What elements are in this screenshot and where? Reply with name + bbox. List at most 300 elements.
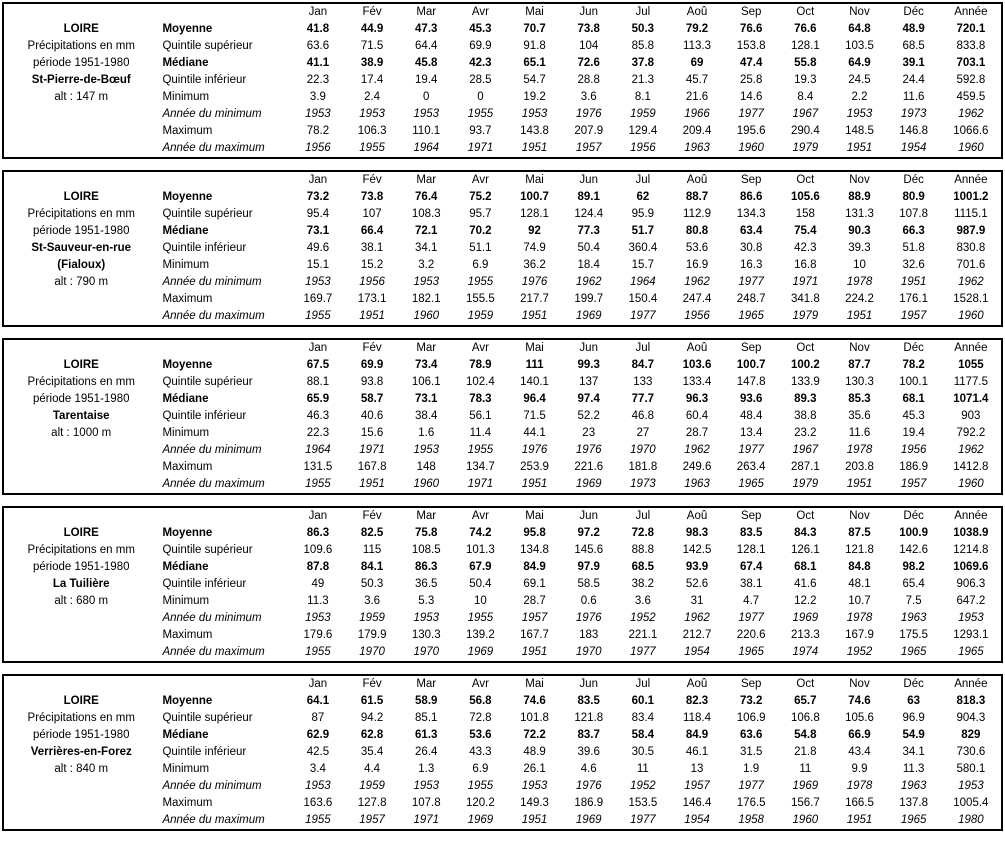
value-cell: 25.8	[739, 74, 763, 86]
value-cell: 142.5	[682, 544, 712, 556]
value-cell: 129.4	[628, 125, 658, 137]
value-cell: 64.4	[415, 40, 438, 52]
row-label: Moyenne	[162, 23, 213, 35]
value-cell: 84.1	[360, 561, 384, 573]
value-cell: 176.5	[736, 797, 766, 809]
row-label: Année du minimum	[162, 276, 262, 288]
value-cell: 1953	[305, 612, 331, 624]
value-cell: 8.4	[797, 91, 814, 103]
value-cell: 26.1	[523, 763, 546, 775]
value-cell: 0	[423, 91, 430, 103]
column-header: Mai	[525, 342, 544, 354]
value-cell: 75.8	[415, 527, 438, 539]
value-cell: 41.8	[306, 23, 330, 35]
value-cell: 65.1	[523, 57, 546, 69]
value-cell: 86.3	[306, 527, 330, 539]
value-cell: 73.4	[415, 359, 438, 371]
value-cell: 124.4	[574, 208, 604, 220]
value-cell: 1956	[630, 142, 656, 154]
value-cell: 1953	[521, 108, 548, 120]
value-cell: 1952	[630, 780, 656, 792]
table-row	[3, 525, 1002, 542]
value-cell: 53.6	[685, 242, 709, 254]
value-cell: 64.1	[306, 695, 330, 707]
column-header: Déc	[903, 6, 924, 18]
row-label: Année du minimum	[162, 108, 262, 120]
value-cell: 3.6	[580, 91, 597, 103]
spacer-cell	[158, 171, 290, 189]
value-cell: 35.4	[360, 746, 384, 758]
region-label: LOIRE	[63, 695, 99, 707]
value-cell: 1969	[792, 612, 819, 624]
column-header: Jul	[635, 510, 651, 522]
value-cell: 1963	[684, 142, 710, 154]
value-cell: 71.5	[523, 410, 546, 422]
value-cell: 30.8	[739, 242, 763, 254]
value-cell: 146.8	[899, 125, 929, 137]
column-header: Mar	[416, 6, 437, 18]
value-cell: 24.4	[902, 74, 925, 86]
value-cell: 93.9	[685, 561, 709, 573]
value-cell: 1977	[738, 612, 764, 624]
station-name: St-Pierre-de-Bœuf	[31, 74, 131, 86]
value-cell: 1962	[958, 108, 984, 120]
value-cell: 58.4	[631, 729, 655, 741]
value-cell: 104	[579, 40, 599, 52]
value-cell: 1977	[738, 444, 764, 456]
value-cell: 99.3	[577, 359, 600, 371]
value-cell: 1960	[958, 142, 984, 154]
column-header: Jul	[635, 342, 651, 354]
value-cell: 121.8	[574, 712, 604, 724]
value-cell: 88.8	[631, 544, 655, 556]
row-label: Quintile supérieur	[162, 40, 253, 52]
value-cell: 65.7	[794, 695, 817, 707]
value-cell: 67.9	[469, 561, 492, 573]
value-cell: 15.7	[631, 259, 655, 271]
value-cell: 84.3	[794, 527, 817, 539]
value-cell: 155.5	[466, 293, 495, 305]
value-cell: 1528.1	[953, 293, 989, 305]
value-cell: 82.5	[360, 527, 384, 539]
value-cell: 1978	[846, 612, 873, 624]
value-cell: 1964	[413, 142, 440, 154]
value-cell: 199.7	[574, 293, 604, 305]
value-cell: 1959	[467, 310, 494, 322]
value-cell: 3.2	[418, 259, 435, 271]
value-cell: 1115.1	[954, 208, 988, 220]
value-cell: 72.8	[469, 712, 492, 724]
column-header: Aoû	[686, 678, 708, 690]
value-cell: 1965	[958, 646, 984, 658]
value-cell: 105.6	[790, 191, 820, 203]
value-cell: 903	[961, 410, 981, 422]
value-cell: 1963	[900, 612, 927, 624]
value-cell: 14.6	[739, 91, 763, 103]
value-cell: 83.5	[577, 695, 600, 707]
value-cell: 904.3	[956, 712, 986, 724]
value-cell: 68.5	[902, 40, 925, 52]
value-cell: 1955	[467, 444, 494, 456]
column-header: Année	[954, 342, 988, 354]
value-cell: 1953	[413, 444, 440, 456]
spacer-cell	[3, 610, 158, 627]
value-cell: 108.5	[411, 544, 441, 556]
value-cell: 149.3	[520, 797, 549, 809]
value-cell: 73.8	[360, 191, 384, 203]
value-cell: 1951	[521, 310, 548, 322]
value-cell: 1951	[521, 478, 548, 490]
value-cell: 66.9	[848, 729, 871, 741]
column-header: Année	[954, 174, 988, 186]
value-cell: 217.7	[520, 293, 549, 305]
value-cell: 3.9	[309, 91, 326, 103]
spacer-cell	[158, 339, 290, 357]
value-cell: 703.1	[956, 57, 986, 69]
column-header: Fév	[362, 174, 382, 186]
value-cell: 156.7	[790, 797, 820, 809]
column-header: Sep	[740, 510, 762, 522]
value-cell: 1976	[575, 444, 602, 456]
value-cell: 1980	[958, 814, 984, 826]
value-cell: 77.7	[631, 393, 655, 405]
value-cell: 46.3	[306, 410, 330, 422]
table-row	[3, 391, 1002, 408]
value-cell: 85.1	[415, 712, 438, 724]
value-cell: 131.3	[845, 208, 874, 220]
value-cell: 27	[636, 427, 650, 439]
row-label: Minimum	[162, 91, 210, 103]
value-cell: 48.1	[848, 578, 871, 590]
value-cell: 1970	[413, 646, 440, 658]
value-cell: 1962	[684, 444, 710, 456]
value-cell: 47.4	[739, 57, 763, 69]
value-cell: 38.4	[415, 410, 438, 422]
value-cell: 83.5	[739, 527, 763, 539]
value-cell: 1955	[467, 108, 494, 120]
value-cell: 730.6	[956, 746, 986, 758]
column-header-row	[3, 675, 1002, 693]
altitude-label: alt : 840 m	[54, 763, 109, 775]
column-header: Jan	[308, 342, 328, 354]
value-cell: 1967	[792, 444, 819, 456]
value-cell: 2.2	[851, 91, 868, 103]
column-header: Jul	[635, 174, 651, 186]
value-cell: 16.9	[685, 259, 709, 271]
value-cell: 13	[690, 763, 704, 775]
value-cell: 87.5	[848, 527, 871, 539]
spacer-cell	[3, 140, 158, 158]
value-cell: 1965	[900, 814, 927, 826]
value-cell: 133	[633, 376, 653, 388]
value-cell: 11	[636, 763, 649, 775]
value-cell: 84.9	[685, 729, 709, 741]
description-label: Précipitations en mm	[27, 208, 135, 220]
value-cell: 72.8	[631, 527, 655, 539]
column-header: Mar	[416, 678, 437, 690]
table-row	[3, 644, 1002, 662]
value-cell: 6.9	[472, 259, 489, 271]
value-cell: 6.9	[472, 763, 489, 775]
table-row	[3, 257, 1002, 274]
period-label: période 1951-1980	[32, 393, 130, 405]
row-label: Médiane	[162, 561, 209, 573]
value-cell: 1005.4	[953, 797, 989, 809]
value-cell: 18.4	[577, 259, 600, 271]
value-cell: 1957	[900, 310, 927, 322]
row-label: Minimum	[162, 259, 210, 271]
value-cell: 1959	[630, 108, 656, 120]
value-cell: 182.1	[411, 293, 441, 305]
value-cell: 360.4	[628, 242, 658, 254]
spacer-cell	[3, 507, 158, 525]
row-label: Maximum	[162, 461, 213, 473]
value-cell: 1951	[521, 814, 548, 826]
value-cell: 44.1	[523, 427, 546, 439]
value-cell: 87.7	[848, 359, 871, 371]
value-cell: 11.6	[902, 91, 925, 103]
value-cell: 1953	[413, 276, 440, 288]
table-row	[3, 593, 1002, 610]
column-header: Aoû	[686, 6, 708, 18]
value-cell: 213.3	[790, 629, 820, 641]
value-cell: 139.2	[466, 629, 495, 641]
value-cell: 34.1	[902, 746, 925, 758]
value-cell: 21.6	[685, 91, 709, 103]
column-header: Nov	[849, 510, 870, 522]
column-header: Avr	[471, 6, 489, 18]
value-cell: 121.8	[845, 544, 874, 556]
value-cell: 179.6	[303, 629, 333, 641]
value-cell: 31	[690, 595, 704, 607]
table-row	[3, 610, 1002, 627]
value-cell: 90.3	[848, 225, 871, 237]
value-cell: 72.1	[415, 225, 438, 237]
value-cell: 1969	[575, 814, 602, 826]
value-cell: 1.6	[418, 427, 435, 439]
value-cell: 44.9	[360, 23, 384, 35]
value-cell: 224.2	[845, 293, 874, 305]
column-header: Aoû	[686, 342, 708, 354]
value-cell: 92	[528, 225, 541, 237]
column-header-row	[3, 171, 1002, 189]
value-cell: 28.7	[685, 427, 709, 439]
column-header: Jan	[308, 174, 328, 186]
spacer-cell	[3, 644, 158, 662]
value-cell: 75.2	[469, 191, 492, 203]
row-label: Maximum	[162, 797, 213, 809]
value-cell: 1951	[521, 142, 548, 154]
value-cell: 78.2	[902, 359, 925, 371]
table-row	[3, 55, 1002, 72]
value-cell: 38.8	[794, 410, 817, 422]
value-cell: 19.4	[902, 427, 925, 439]
value-cell: 133.9	[790, 376, 820, 388]
value-cell: 1962	[684, 276, 710, 288]
value-cell: 220.6	[736, 629, 766, 641]
value-cell: 1976	[575, 108, 602, 120]
value-cell: 89.1	[577, 191, 600, 203]
value-cell: 19.3	[794, 74, 817, 86]
table-row	[3, 223, 1002, 240]
value-cell: 73.2	[739, 695, 763, 707]
value-cell: 42.5	[306, 746, 330, 758]
value-cell: 48.9	[902, 23, 925, 35]
value-cell: 1955	[305, 310, 331, 322]
value-cell: 84.9	[523, 561, 546, 573]
row-label: Quintile inférieur	[162, 578, 247, 590]
row-label: Quintile supérieur	[162, 712, 253, 724]
value-cell: 63.6	[306, 40, 330, 52]
value-cell: 134.8	[520, 544, 549, 556]
value-cell: 38.2	[631, 578, 655, 590]
region-label: LOIRE	[63, 191, 99, 203]
value-cell: 67.4	[739, 561, 763, 573]
column-header: Oct	[796, 342, 815, 354]
value-cell: 38.1	[739, 578, 763, 590]
column-header: Fév	[362, 678, 382, 690]
value-cell: 91.8	[523, 40, 546, 52]
value-cell: 10	[473, 595, 487, 607]
value-cell: 1955	[359, 142, 385, 154]
value-cell: 88.1	[306, 376, 330, 388]
value-cell: 1954	[684, 646, 710, 658]
value-cell: 142.6	[899, 544, 929, 556]
table-row	[3, 291, 1002, 308]
value-cell: 1957	[684, 780, 710, 792]
value-cell: 1971	[467, 142, 494, 154]
value-cell: 1956	[900, 444, 927, 456]
value-cell: 1955	[305, 814, 331, 826]
period-label: période 1951-1980	[32, 729, 130, 741]
station-name: La Tuilière	[52, 578, 110, 590]
table-row	[3, 72, 1002, 89]
table-row	[3, 744, 1002, 761]
value-cell: 4.6	[580, 763, 597, 775]
value-cell: 93.7	[469, 125, 492, 137]
value-cell: 97.4	[577, 393, 600, 405]
value-cell: 70.2	[469, 225, 492, 237]
table-row	[3, 778, 1002, 795]
value-cell: 1965	[738, 478, 764, 490]
value-cell: 1951	[521, 646, 548, 658]
value-cell: 1960	[413, 310, 440, 322]
value-cell: 247.4	[682, 293, 712, 305]
value-cell: 701.6	[956, 259, 986, 271]
value-cell: 42.3	[469, 57, 492, 69]
value-cell: 106.3	[357, 125, 387, 137]
value-cell: 42.3	[794, 242, 817, 254]
table-row	[3, 123, 1002, 140]
value-cell: 221.1	[628, 629, 658, 641]
column-header: Nov	[849, 342, 870, 354]
row-label: Médiane	[162, 393, 209, 405]
value-cell: 16.3	[739, 259, 763, 271]
column-header: Jun	[579, 342, 598, 354]
column-header: Jun	[579, 510, 598, 522]
value-cell: 39.1	[902, 57, 925, 69]
value-cell: 66.3	[902, 225, 925, 237]
value-cell: 179.9	[357, 629, 387, 641]
value-cell: 1953	[521, 780, 548, 792]
value-cell: 1954	[684, 814, 710, 826]
value-cell: 1066.6	[953, 125, 989, 137]
value-cell: 592.8	[956, 74, 986, 86]
value-cell: 1973	[630, 478, 656, 490]
value-cell: 87	[311, 712, 325, 724]
value-cell: 39.6	[577, 746, 600, 758]
value-cell: 1412.8	[953, 461, 989, 473]
value-cell: 1954	[900, 142, 927, 154]
value-cell: 96.3	[685, 393, 709, 405]
value-cell: 1967	[792, 108, 819, 120]
value-cell: 186.9	[574, 797, 604, 809]
value-cell: 1971	[792, 276, 819, 288]
value-cell: 108.3	[411, 208, 441, 220]
value-cell: 1956	[359, 276, 385, 288]
value-cell: 19.4	[415, 74, 438, 86]
value-cell: 9.9	[851, 763, 868, 775]
row-label: Quintile supérieur	[162, 208, 253, 220]
column-header: Année	[954, 6, 988, 18]
value-cell: 52.6	[685, 578, 709, 590]
value-cell: 1976	[575, 612, 602, 624]
value-cell: 84.8	[848, 561, 871, 573]
column-header: Sep	[740, 678, 762, 690]
value-cell: 93.8	[360, 376, 384, 388]
value-cell: 1958	[738, 814, 764, 826]
value-cell: 51.8	[902, 242, 925, 254]
period-label: période 1951-1980	[32, 561, 130, 573]
column-header: Oct	[796, 678, 815, 690]
value-cell: 28.8	[577, 74, 600, 86]
value-cell: 88.9	[848, 191, 871, 203]
value-cell: 86.3	[415, 561, 438, 573]
value-cell: 1962	[575, 276, 602, 288]
value-cell: 63.6	[739, 729, 763, 741]
value-cell: 50.3	[631, 23, 655, 35]
value-cell: 1951	[900, 276, 927, 288]
value-cell: 50.4	[577, 242, 600, 254]
column-header: Mar	[416, 342, 437, 354]
column-header: Mai	[525, 510, 544, 522]
spacer-cell	[3, 812, 158, 830]
value-cell: 22.3	[306, 427, 330, 439]
value-cell: 3.4	[309, 763, 326, 775]
column-header: Mar	[416, 174, 437, 186]
row-label: Minimum	[162, 595, 210, 607]
value-cell: 74.6	[848, 695, 871, 707]
station-name: St-Sauveur-en-rue	[31, 242, 132, 254]
value-cell: 69.9	[360, 359, 384, 371]
value-cell: 45.8	[415, 57, 438, 69]
row-label: Quintile supérieur	[162, 376, 253, 388]
value-cell: 1957	[359, 814, 385, 826]
row-label: Année du maximum	[162, 814, 265, 826]
value-cell: 131.5	[303, 461, 333, 473]
value-cell: 906.3	[956, 578, 986, 590]
column-header: Année	[954, 678, 988, 690]
value-cell: 1976	[521, 444, 548, 456]
table-row	[3, 21, 1002, 38]
row-label: Moyenne	[162, 359, 213, 371]
value-cell: 95.4	[306, 208, 330, 220]
value-cell: 34.1	[415, 242, 438, 254]
value-cell: 1955	[305, 478, 331, 490]
row-label: Année du minimum	[162, 444, 262, 456]
value-cell: 249.6	[682, 461, 712, 473]
table-row	[3, 627, 1002, 644]
